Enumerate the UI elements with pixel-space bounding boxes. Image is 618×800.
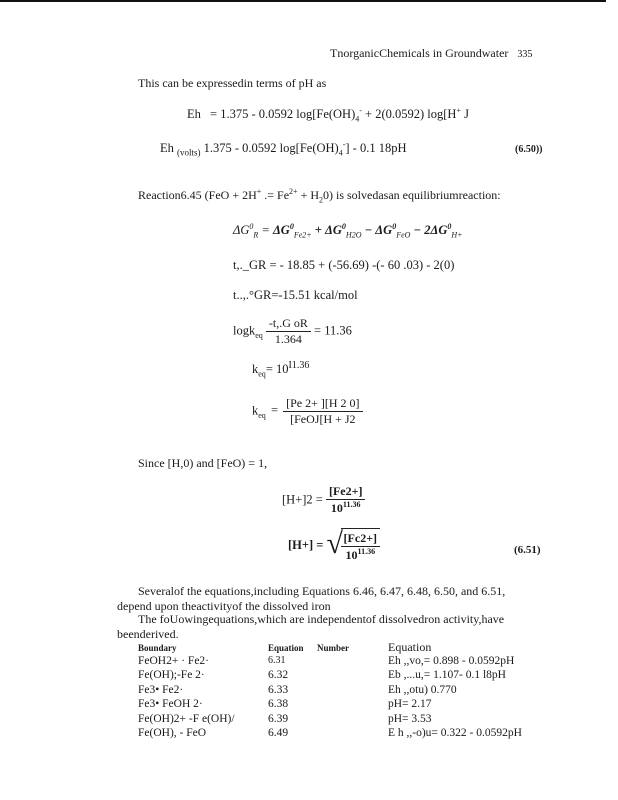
- table-cell-equation: pH= 3.53: [388, 713, 432, 725]
- eq1-rhs: = 1.375 - 0.0592 log[Fe(OH): [210, 107, 356, 122]
- eq2-unit: (volts): [177, 147, 201, 158]
- h-equation: [288, 528, 380, 563]
- reaction-sup-b: 2+: [289, 187, 298, 196]
- table-cell-equation: pH= 2.17: [388, 698, 432, 710]
- reaction-c: + H: [297, 188, 319, 202]
- table-cell-equation: Eh ,,vo,= 0.898 - 0.0592pH: [388, 655, 515, 667]
- keq2-sub: eq: [258, 410, 266, 420]
- keq2-den: [FeOJ[H + J2: [290, 412, 356, 426]
- gibbs-calc-1: t,._GR = - 18.85 + (-56.69) -(- 60 .03) - 2(0): [233, 258, 455, 272]
- since-text: Since [H,0) and [FeO) = 1,: [138, 456, 268, 470]
- logk-den: 1.364: [274, 332, 302, 346]
- eqh2-fraction: [326, 484, 366, 516]
- gibbs-t3: − ΔG: [361, 223, 393, 238]
- eqh-num: [Fc2+]: [341, 531, 381, 547]
- reaction-a: Reaction6.45 (FeO + 2H: [138, 188, 257, 202]
- table-header-equation: Equation: [268, 643, 304, 653]
- gibbs-t3-sub: FeO: [396, 230, 411, 240]
- eq1-sub: 4: [355, 114, 360, 124]
- gibbs-calc-2: t..,.°GR=-15.51 kcal/mol: [233, 288, 358, 302]
- page-number: 335: [517, 49, 533, 60]
- keq-lhs: k: [252, 362, 259, 377]
- gibbs-g1-sup: 0: [249, 222, 254, 231]
- table-cell-number: 6.38: [268, 698, 289, 710]
- eq2-rhs: 1.375 - 0.0592 log[Fe(OH): [203, 141, 339, 156]
- gibbs-t2-sub: H2O: [345, 230, 362, 240]
- gibbs-t2-sup: 0: [341, 222, 346, 231]
- logk-sub: eq: [255, 330, 263, 340]
- keq-exp: I1.36: [288, 360, 310, 371]
- eq1-sup: -: [359, 106, 362, 115]
- paragraph-1-line-1: Severalof the equations,including Equations 6.46, 6.47, 6.48, 6.50, and 6.51,: [138, 584, 506, 598]
- gibbs-eq: =: [258, 223, 273, 238]
- reaction-line: [138, 184, 501, 207]
- gibbs-t4-sub: H+: [451, 230, 463, 240]
- logk-fraction: [266, 316, 311, 347]
- eqh-lhs: [H+] =: [288, 538, 327, 552]
- equation-eh-1: [187, 106, 469, 124]
- equation-number-6-50: (6.50)): [515, 144, 543, 155]
- paragraph-2-line-1: The foUowingequations,which are independentof dissolvedron activity,have: [138, 612, 505, 626]
- keq-fraction-equation: $k_{eq}$ = $\frac{[Pe 2+ ][H 2 0]}{\text{[FeOJ[H + J2}}$: [252, 396, 363, 427]
- eq2-tail: ] - 0.1 18pH: [345, 141, 407, 156]
- eq1-tail: J: [464, 107, 469, 122]
- eqh-fraction: [341, 531, 381, 563]
- eq2-sub: 4: [338, 148, 343, 158]
- eqh2-den-sup: 11.36: [342, 500, 361, 509]
- table-cell-equation: Eb ,...u,= 1.107- 0.1 l8pH: [388, 669, 506, 681]
- eqh-den-sup: 11.36: [357, 547, 376, 556]
- gibbs-t4-sup: 0: [447, 222, 452, 231]
- paragraph-1-line-2: depend upon theactivityof the dissolved iron: [117, 599, 331, 613]
- header-title: TnorganicChemicals in Groundwater: [330, 46, 509, 60]
- gibbs-equation: [233, 222, 463, 240]
- table-cell-number: 6.32: [268, 669, 289, 681]
- logk-rhs: = 11.36: [314, 323, 352, 338]
- table-header-number: Number: [317, 643, 349, 653]
- keq-sub: eq: [258, 369, 266, 379]
- sqrt-symbol: √ $\frac{[Fc2+]}{10^{11.36}}$: [327, 528, 381, 563]
- eq1-rest: + 2(0.0592) log[H: [361, 107, 457, 122]
- keq2-lhs: k: [252, 403, 259, 418]
- h-squared-equation: [282, 484, 365, 516]
- table-cell-number: 6.33: [268, 684, 289, 696]
- running-header: [330, 46, 532, 61]
- eq2-sup: -: [342, 140, 346, 149]
- keq2-fraction: [283, 396, 362, 427]
- gibbs-t3-sup: 0: [392, 222, 397, 231]
- paragraph-2-line-2: beenderived.: [117, 627, 179, 641]
- logk-equation: [233, 316, 352, 347]
- equation-eh-2: [160, 140, 406, 158]
- table-header-equation2: Equation: [388, 640, 432, 654]
- gibbs-t1-sub: Fe2+: [293, 230, 312, 240]
- reaction-sub-c: 2: [319, 195, 323, 205]
- table-row: FeOH2+ · Fe2·: [138, 655, 210, 667]
- table-cell-number: 6.49: [268, 727, 289, 739]
- eq1-lhs: Eh: [187, 107, 201, 122]
- eq2-lhs: Eh: [160, 141, 174, 156]
- keq-base: = 10: [265, 362, 289, 377]
- top-rule: [0, 0, 606, 2]
- intro-text: This can be expressedin terms of pH as: [138, 76, 327, 90]
- table-cell-equation: Eh ,,otu) 0.770: [388, 684, 457, 696]
- reaction-b: .= Fe: [261, 188, 290, 202]
- eq1-hsup: +: [456, 106, 461, 115]
- logk-lhs: logk: [233, 323, 256, 338]
- gibbs-t4: − 2ΔG: [410, 223, 448, 238]
- reaction-sup-a: +: [256, 187, 262, 196]
- table-cell-number: 6.39: [268, 713, 289, 725]
- table-row: Fe3• Fe2·: [138, 684, 184, 696]
- eqh2-num: [Fe2+]: [326, 484, 366, 500]
- gibbs-t1: ΔG: [272, 223, 290, 238]
- logk-num: -t,.G oR: [266, 316, 311, 332]
- table-cell-number: 6.31: [268, 655, 286, 666]
- table-cell-equation: E h ,,-o)u= 0.322 - 0.0592pH: [388, 727, 522, 739]
- equation-number-6-51: (6.51): [514, 544, 541, 556]
- eqh2-den: 10: [330, 501, 343, 515]
- gibbs-g1-sub: R: [253, 230, 259, 240]
- eqh-den: 10: [345, 548, 358, 562]
- keq2-num: [Pe 2+ ][H 2 0]: [283, 396, 362, 412]
- gibbs-t1-sup: 0: [289, 222, 294, 231]
- table-row: Fe(OH), - FeO: [138, 727, 207, 739]
- table-row: Fe(OH);-Fe 2·: [138, 669, 205, 681]
- reaction-d: 0) is solvedasan equilibriumreaction:: [323, 188, 501, 202]
- keq-equation: [252, 360, 309, 379]
- table-row: Fe3• FeOH 2·: [138, 698, 203, 710]
- eqh2-lhs: [H+]2 =: [282, 492, 326, 507]
- gibbs-t2: + ΔG: [311, 223, 342, 238]
- table-row: Fe(OH)2+ -F e(OH)/: [138, 713, 235, 725]
- table-header-boundary: Boundary: [138, 643, 177, 653]
- gibbs-g1: ΔG: [233, 223, 250, 238]
